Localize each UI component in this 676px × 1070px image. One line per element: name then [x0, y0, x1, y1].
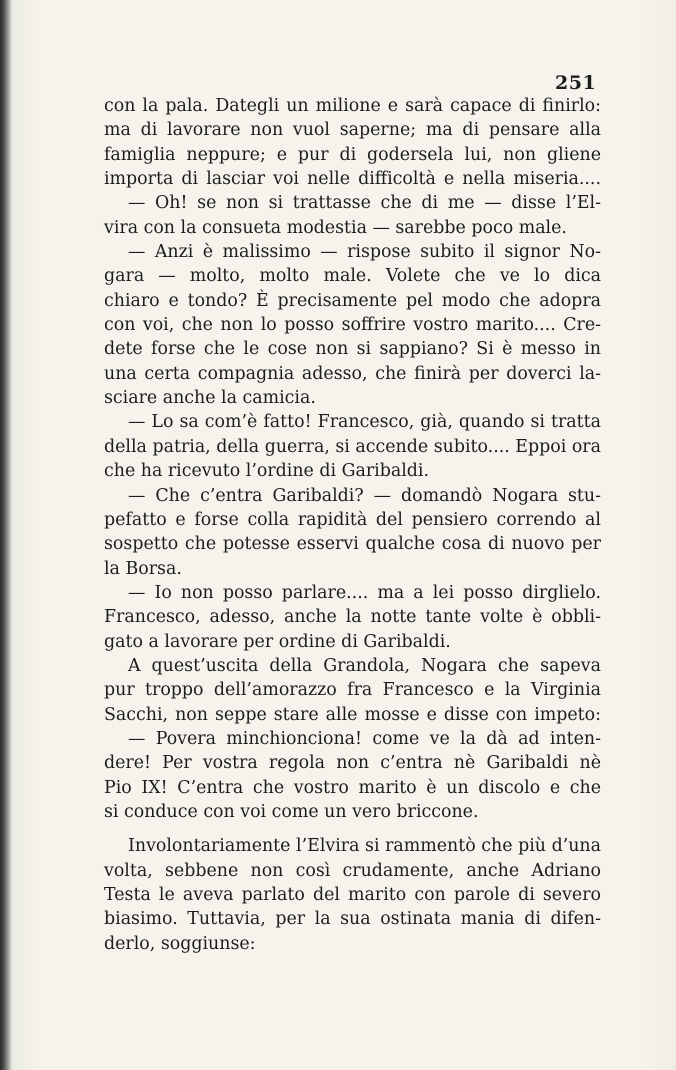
text-line: si conduce con voi come un vero briccone.	[104, 801, 479, 822]
text-line: pur troppo dell’amorazzo fra Francesco e la Virginia	[104, 680, 601, 701]
text-line: una certa compagnia adesso, che finirà per doverci la-	[104, 363, 601, 384]
text-line: dete forse che le cose non si sappiano? Si è messo in	[104, 339, 601, 360]
text-line: volta, sebbene non così crudamente, anche Adriano	[104, 860, 601, 881]
text-line: Testa le aveva parlato del marito con parole di severo	[104, 885, 601, 905]
book-spine-shadow	[0, 0, 12, 1070]
text-line: che ha ricevuto l’ordine di Garibaldi.	[104, 461, 430, 482]
text-line: — Povera minchionciona! come ve la dà ad inten-	[128, 728, 601, 749]
text-line: gara — molto, molto male. Volete che ve lo dica	[104, 266, 601, 287]
text-line: con voi, che non lo posso soffrire vostro marito.... Cre-	[104, 315, 601, 336]
text-line: chiaro e tondo? È precisamente pel modo che adopra	[104, 290, 601, 311]
text-line: vira con la consueta modestia — sarebbe poco male.	[104, 217, 567, 238]
text-line: — Oh! se non si trattasse che di me — disse l’El-	[128, 193, 601, 214]
text-line: — Lo sa com’è fatto! Francesco, già, quando si tratta	[128, 412, 601, 433]
text-line: derlo, soggiunse:	[104, 933, 256, 954]
text-line: A quest’uscita della Grandola, Nogara che sapeva	[128, 655, 601, 676]
text-line: della patria, della guerra, si accende subito.... Eppoi ora	[104, 436, 601, 457]
text-line: Sacchi, non seppe stare alle mosse e disse con impeto:	[104, 704, 601, 725]
text-line: la Borsa.	[104, 558, 182, 579]
text-line: gato a lavorare per ordine di Garibaldi.	[104, 631, 451, 652]
body-text	[104, 94, 601, 956]
text-line: biasimo. Tuttavia, per la sua ostinata mania di difen-	[104, 909, 601, 930]
text-line: pefatto e forse colla rapidità del pensiero correndo al	[104, 509, 601, 530]
text-line: famiglia neppure; e pur di godersela lui, non gliene	[104, 144, 601, 165]
text-line: Francesco, adesso, anche la notte tante volte è obbli-	[104, 607, 601, 628]
text-line: — Che c’entra Garibaldi? — domandò Nogara stu-	[128, 485, 601, 506]
text-line: — Io non posso parlare.... ma a lei posso dirglielo.	[128, 582, 601, 603]
text-line: Involontariamente l’Elvira si rammentò che più d’una	[128, 836, 601, 857]
text-line: — Anzi è malissimo — rispose subito il signor No-	[128, 242, 601, 263]
page-number: 251	[555, 72, 597, 94]
text-line: dere! Per vostra regola non c’entra nè Garibaldi nè	[104, 753, 601, 774]
text-line: sospetto che potesse esservi qualche cosa di nuovo per	[104, 534, 601, 555]
text-line: importa di lasciar voi nelle difficoltà e nella miseria....	[104, 169, 601, 190]
text-line: con la pala. Dategli un milione e sarà capace di finirlo:	[104, 96, 601, 116]
text-line: sciare anche la camicia.	[104, 388, 316, 409]
text-line: ma di lavorare non vuol saperne; ma di pensare alla	[104, 120, 601, 141]
text-line: Pio IX! C’entra che vostro marito è un discolo e che	[104, 777, 601, 798]
